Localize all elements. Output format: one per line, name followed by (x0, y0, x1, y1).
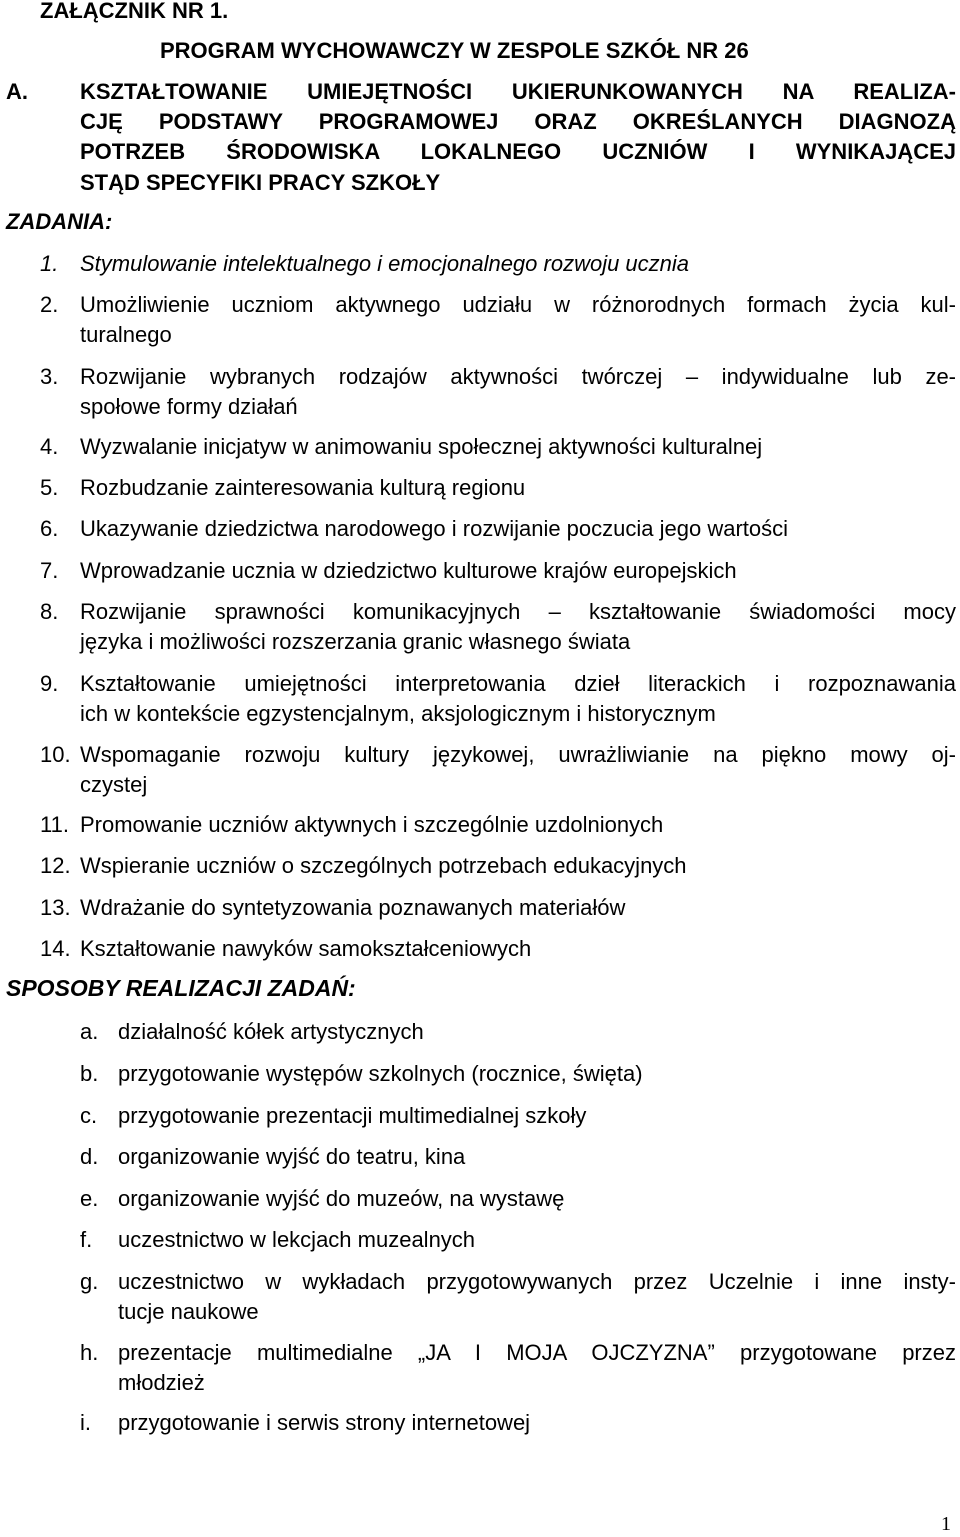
task-text: Kształtowanie nawyków samokształceniowych (80, 936, 532, 961)
annex-label: ZAŁĄCZNIK NR 1. (40, 0, 229, 23)
task-text: turalnego (80, 322, 172, 347)
method-text: organizowanie wyjść do muzeów, na wystawę (118, 1186, 565, 1211)
task-number: 5. (40, 475, 59, 500)
task-text: Rozwijanie sprawności komunikacyjnych – kształtowanie świadomości mocy (80, 599, 956, 624)
task-number: 9. (40, 671, 59, 696)
task-text: języka i możliwości rozszerzania granic własnego świata (80, 629, 631, 654)
task-text: Wspomaganie rozwoju kultury językowej, uwrażliwianie na piękno mowy oj- (80, 742, 956, 767)
method-text: tucje naukowe (118, 1299, 259, 1324)
section-a-line: STĄD SPECYFIKI PRACY SZKOŁY (80, 170, 441, 195)
method-text: uczestnictwo w lekcjach muzealnych (118, 1227, 476, 1252)
task-number: 2. (40, 292, 59, 317)
method-text: przygotowanie prezentacji multimedialnej szkoły (118, 1103, 587, 1128)
program-title: PROGRAM WYCHOWAWCZY W ZESPOLE SZKÓŁ NR 26 (160, 38, 749, 63)
task-text: Promowanie uczniów aktywnych i szczególnie uzdolnionych (80, 812, 664, 837)
method-letter: i. (80, 1410, 91, 1435)
task-number: 10. (40, 742, 71, 767)
section-marker: A. (6, 79, 28, 104)
task-text: ich w kontekście egzystencjalnym, aksjologicznym i historycznym (80, 701, 716, 726)
method-text: przygotowanie występów szkolnych (rocznice, święta) (118, 1061, 643, 1086)
task-text: czystej (80, 772, 148, 797)
task-number: 12. (40, 853, 71, 878)
task-number: 4. (40, 434, 59, 459)
task-text: Rozbudzanie zainteresowania kulturą regionu (80, 475, 526, 500)
methods-heading: SPOSOBY REALIZACJI ZADAŃ: (6, 975, 356, 1001)
method-letter: f. (80, 1227, 93, 1252)
task-number: 1. (40, 251, 59, 276)
task-text: Wprowadzanie ucznia w dziedzictwo kulturowe krajów europejskich (80, 558, 737, 583)
page-number: 1 (941, 1513, 951, 1535)
method-letter: c. (80, 1103, 98, 1128)
method-text: organizowanie wyjść do teatru, kina (118, 1144, 466, 1169)
tasks-heading: ZADANIA: (6, 209, 113, 234)
task-number: 7. (40, 558, 59, 583)
method-letter: b. (80, 1061, 99, 1086)
task-number: 14. (40, 936, 71, 961)
task-number: 11. (40, 812, 69, 837)
method-letter: d. (80, 1144, 99, 1169)
task-number: 6. (40, 516, 59, 541)
method-text: młodzież (118, 1370, 205, 1395)
method-text: uczestnictwo w wykładach przygotowywanych przez Uczelnie i inne insty- (118, 1269, 956, 1294)
task-text: Stymulowanie intelektualnego i emocjonalnego rozwoju ucznia (80, 251, 690, 276)
section-a-line: CJĘ PODSTAWY PROGRAMOWEJ ORAZ OKREŚLANYCH DIAGNOZĄ (80, 109, 956, 134)
task-text: społowe formy działań (80, 394, 298, 419)
task-text: Wdrażanie do syntetyzowania poznawanych materiałów (80, 895, 626, 920)
section-a-line: POTRZEB ŚRODOWISKA LOKALNEGO UCZNIÓW I WYNIKAJĄCEJ (80, 139, 956, 164)
task-number: 8. (40, 599, 59, 624)
method-text: działalność kółek artystycznych (118, 1019, 424, 1044)
task-number: 3. (40, 364, 59, 389)
task-text: Kształtowanie umiejętności interpretowania dzieł literackich i rozpoznawania (80, 671, 956, 696)
method-text: prezentacje multimedialne „JA I MOJA OJCZYZNA” przygotowane przez (118, 1340, 956, 1365)
task-number: 13. (40, 895, 71, 920)
method-letter: h. (80, 1340, 99, 1365)
task-text: Umożliwienie uczniom aktywnego udziału w różnorodnych formach życia kul- (80, 292, 956, 317)
section-a-line: KSZTAŁTOWANIE UMIEJĘTNOŚCI UKIERUNKOWANYCH NA REALIZA- (80, 79, 956, 104)
method-letter: a. (80, 1019, 99, 1044)
task-text: Wspieranie uczniów o szczególnych potrzebach edukacyjnych (80, 853, 687, 878)
task-text: Rozwijanie wybranych rodzajów aktywności twórczej – indywidualne lub ze- (80, 364, 956, 389)
task-text: Wyzwalanie inicjatyw w animowaniu społecznej aktywności kulturalnej (80, 434, 763, 459)
method-letter: g. (80, 1269, 99, 1294)
method-letter: e. (80, 1186, 99, 1211)
task-text: Ukazywanie dziedzictwa narodowego i rozwijanie poczucia jego wartości (80, 516, 789, 541)
method-text: przygotowanie i serwis strony internetowej (118, 1410, 531, 1435)
